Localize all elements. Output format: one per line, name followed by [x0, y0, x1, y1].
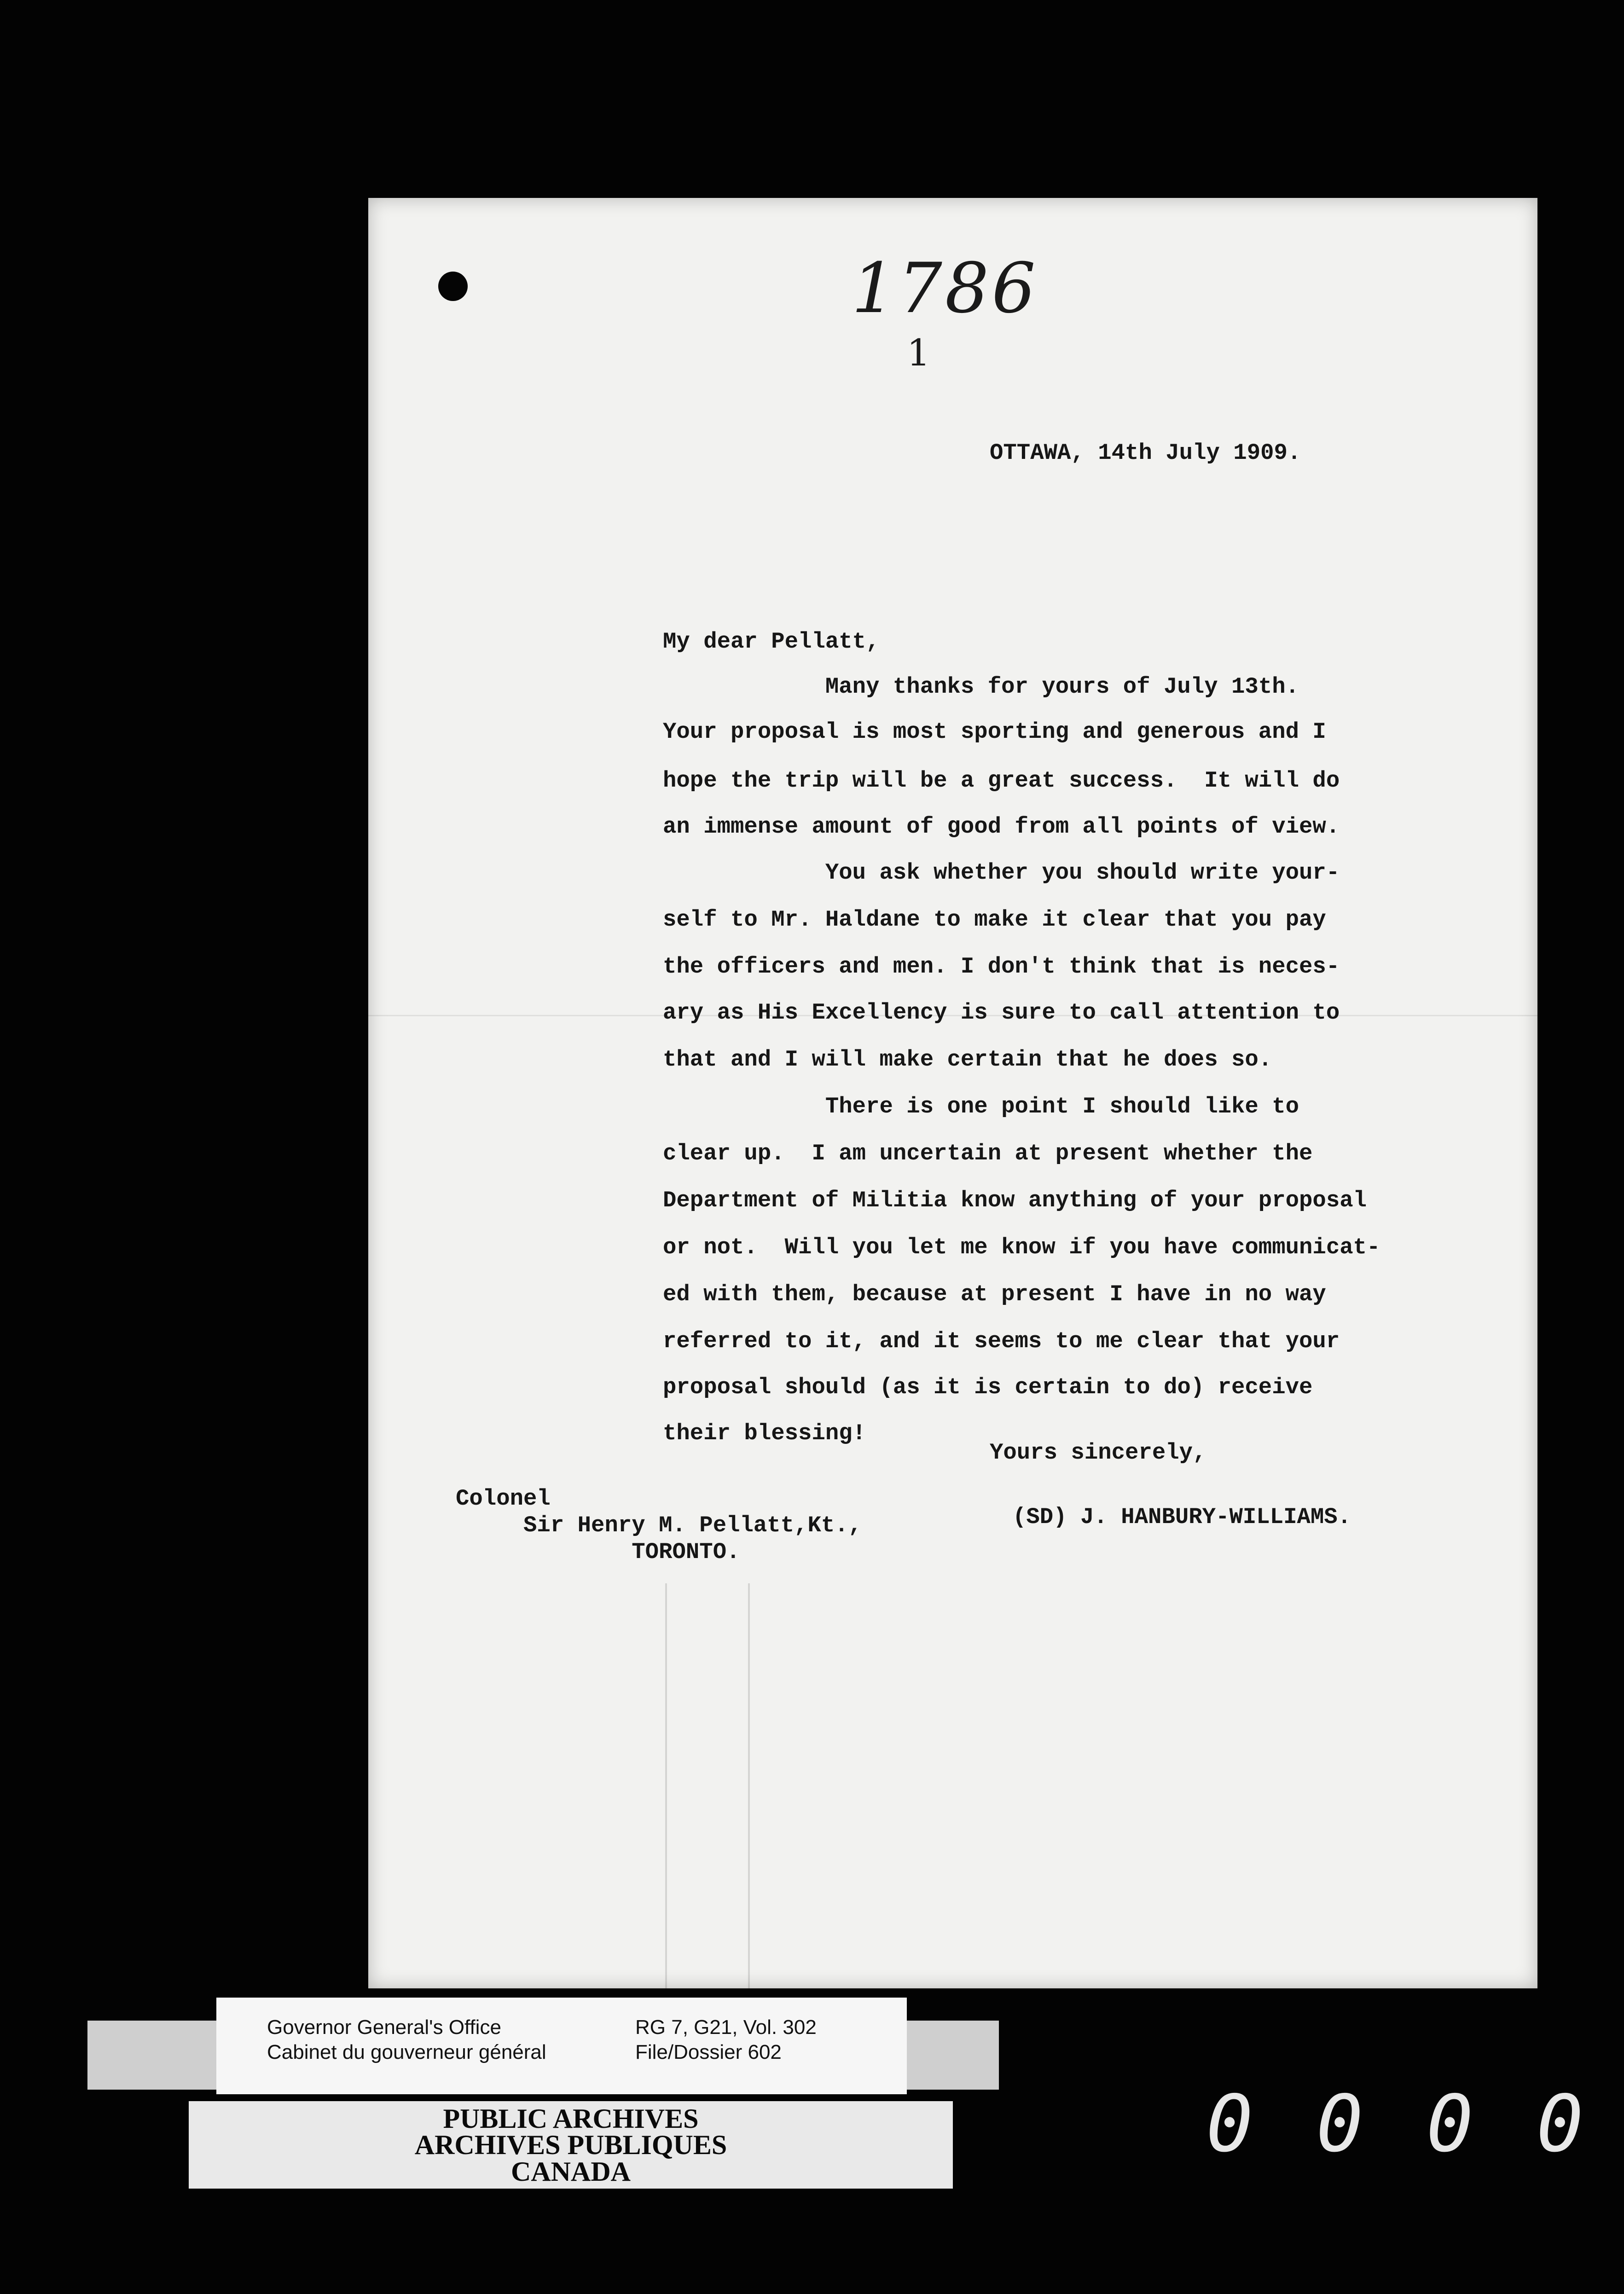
letter-line: clear up. I am uncertain at present whether the	[663, 1141, 1313, 1166]
archive-office-en: Governor General's Office	[267, 2016, 501, 2039]
letter-closing: Yours sincerely,	[990, 1440, 1206, 1466]
faint-mark	[665, 1583, 667, 1988]
archive-file: File/Dossier 602	[635, 2041, 782, 2063]
frame-counter	[1206, 2079, 1583, 2170]
letter-line: that and I will make certain that he does so.	[663, 1047, 1272, 1072]
letter-line: ary as His Excellency is sure to call attention to	[663, 1000, 1340, 1025]
addressee-line: Sir Henry M. Pellatt,Kt.,	[456, 1512, 862, 1538]
archive-stamp-line1: PUBLIC ARCHIVES	[443, 2103, 699, 2134]
letter-line: Your proposal is most sporting and generous and I	[663, 719, 1326, 745]
letter-line: hope the trip will be a great success. It will do	[663, 768, 1340, 794]
letter-line: or not. Will you let me know if you have communicat-	[663, 1234, 1380, 1260]
letter-line: Many thanks for yours of July 13th.	[663, 674, 1299, 700]
folio-mark: 1	[907, 331, 930, 374]
archive-office-fr: Cabinet du gouverneur général	[267, 2041, 546, 2063]
frame-counter-digit: 0	[1206, 2079, 1253, 2170]
punch-hole	[438, 272, 468, 301]
letter-line: ed with them, because at present I have in no way	[663, 1281, 1326, 1307]
letter-line: You ask whether you should write your-	[663, 860, 1340, 886]
letter-line: their blessing!	[663, 1420, 866, 1446]
letter-signature: (SD) J. HANBURY-WILLIAMS.	[1013, 1504, 1351, 1530]
letter-line: an immense amount of good from all points of view.	[663, 814, 1340, 840]
frame-counter-digit: 0	[1536, 2079, 1583, 2170]
letter-line: My dear Pellatt,	[663, 629, 880, 655]
addressee-line: TORONTO.	[456, 1539, 740, 1565]
letter-line: the officers and men. I don't think that is neces-	[663, 954, 1340, 979]
letter-line: There is one point I should like to	[663, 1094, 1299, 1119]
archive-reference: RG 7, G21, Vol. 302	[635, 2016, 817, 2039]
folio-number: 1786	[852, 249, 1038, 329]
archive-stamp-line2: ARCHIVES PUBLIQUES	[414, 2130, 727, 2160]
archive-stamp-line3: CANADA	[511, 2156, 631, 2187]
addressee-line: Colonel	[456, 1486, 551, 1512]
letter-line: referred to it, and it seems to me clear that your	[663, 1328, 1340, 1354]
letter-sheet	[368, 198, 1537, 1988]
letter-line: Department of Militia know anything of your proposal	[663, 1188, 1367, 1213]
frame-counter-digit: 0	[1426, 2079, 1473, 2170]
letter-line: proposal should (as it is certain to do) receive	[663, 1374, 1313, 1400]
faint-mark	[748, 1583, 750, 1988]
frame-counter-digit: 0	[1316, 2079, 1363, 2170]
letter-date: OTTAWA, 14th July 1909.	[990, 440, 1301, 466]
letter-line: self to Mr. Haldane to make it clear that you pay	[663, 907, 1326, 933]
